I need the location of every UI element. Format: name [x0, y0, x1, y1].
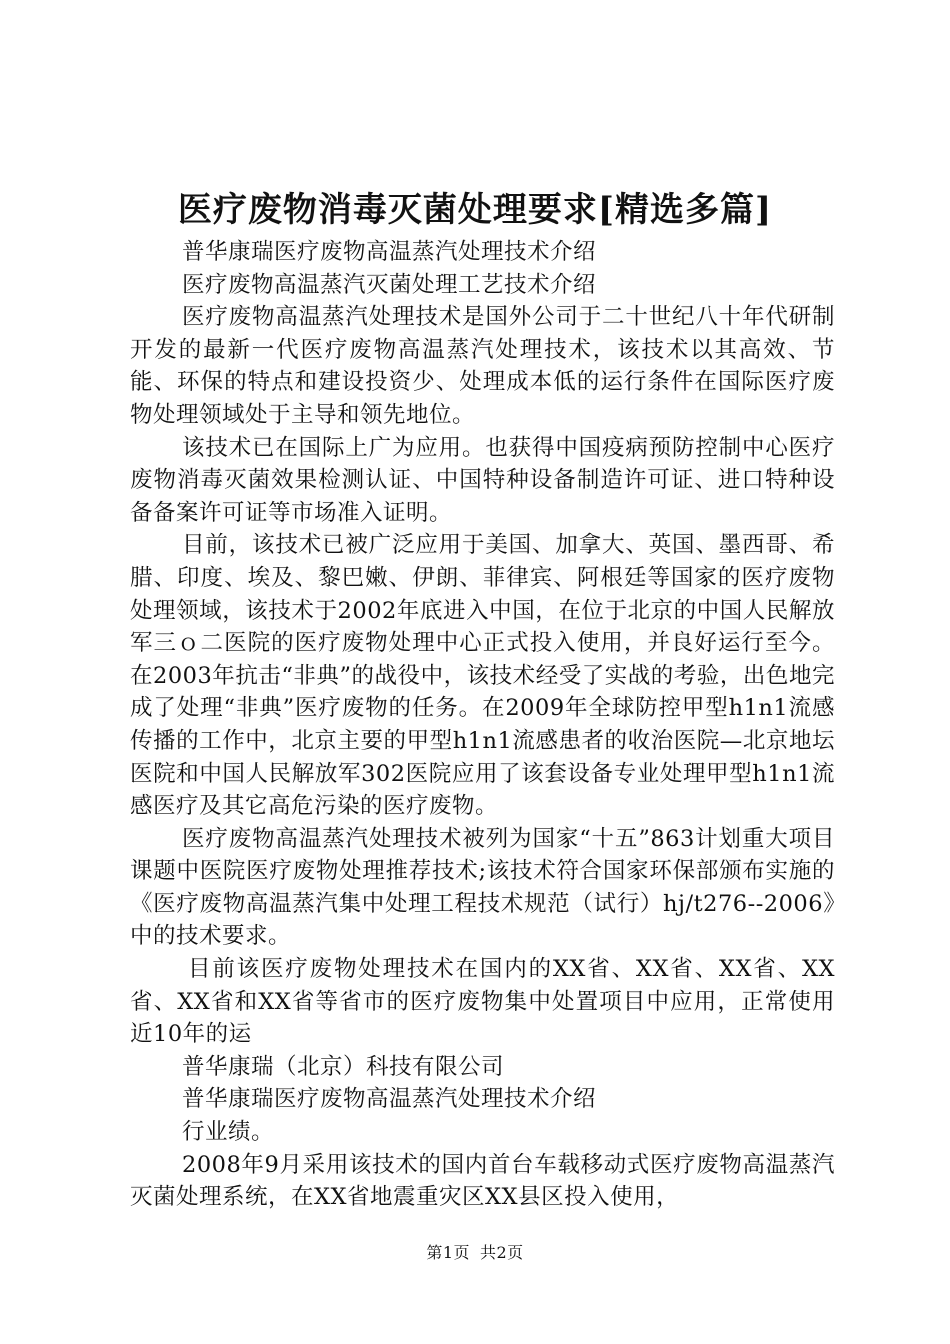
page-total: 共2页	[480, 1243, 524, 1262]
paragraph: 医疗废物高温蒸汽处理技术被列为国家“十五”863计划重大项目课题中医院医疗废物处理推荐技术;该技术符合国家环保部颁布实施的《医疗废物高温蒸汽集中处理工程技术规范（试行）hj/t276--2006》中的技术要求。	[130, 825, 835, 950]
company-name-line: 普华康瑞（北京）科技有限公司	[182, 1053, 505, 1080]
page-title: 医疗废物消毒灭菌处理要求[精选多篇]	[177, 190, 773, 230]
subtitle-line-3: 普华康瑞医疗废物高温蒸汽处理技术介绍	[182, 1086, 597, 1113]
paragraph: 行业绩。	[182, 1119, 275, 1146]
paragraph: 2008年9月采用该技术的国内首台车载移动式医疗废物高温蒸汽灭菌处理系统，在XX省地震重灾区XX县区投入使用，	[130, 1151, 835, 1211]
page-number: 第1页	[426, 1243, 470, 1262]
paragraph: 目前该医疗废物处理技术在国内的XX省、XX省、XX省、XX省、XX省和XX省等省市的医疗废物集中处置项目中应用，正常使用近10年的运	[130, 956, 835, 1048]
paragraph: 该技术已在国际上广为应用。也获得中国疫病预防控制中心医疗废物消毒灭菌效果检测认证、中国特种设备制造许可证、进口特种设备备案许可证等市场准入证明。	[130, 434, 835, 526]
page-footer	[0, 1238, 950, 1268]
paragraph: 医疗废物高温蒸汽处理技术是国外公司于二十世纪八十年代研制开发的最新一代医疗废物高温蒸汽处理技术，该技术以其高效、节能、环保的特点和建设投资少、处理成本低的运行条件在国际医疗废物处理领域处于主导和领先地位。	[130, 304, 835, 428]
paragraph: 目前，该技术已被广泛应用于美国、加拿大、英国、墨西哥、希腊、印度、埃及、黎巴嫩、伊朗、菲律宾、阿根廷等国家的医疗废物处理领域，该技术于2002年底进入中国，在位于北京的中国人民解放军三ｏ二医院的医疗废物处理中心正式投入使用，并良好运行至今。在2003年抗击“非典”的战役中，该技术经受了实战的考验，出色地完成了处理“非典”医疗废物的任务。在2009年全球防控甲型h1n1流感传播的工作中，北京主要的甲型h1n1流感患者的收治医院—北京地坛医院和中国人民解放军302医院应用了该套设备专业处理甲型h1n1流感医疗及其它高危污染的医疗废物。	[130, 532, 835, 820]
subtitle-line-2: 医疗废物高温蒸汽灭菌处理工艺技术介绍	[182, 271, 597, 298]
subtitle-line-1: 普华康瑞医疗废物高温蒸汽处理技术介绍	[182, 239, 597, 265]
document-body	[130, 236, 835, 1214]
